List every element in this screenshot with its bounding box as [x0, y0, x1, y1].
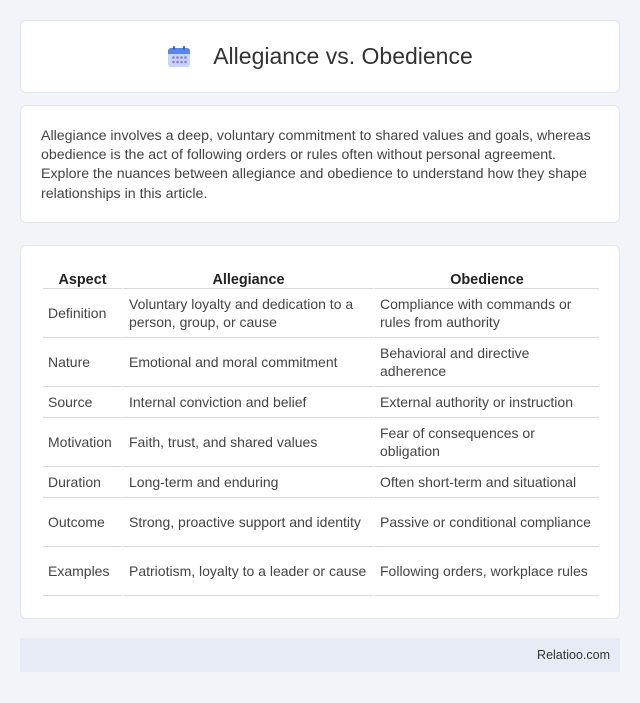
table-row: [43, 418, 599, 467]
comparison-card: [20, 245, 620, 619]
allegiance-cell: Faith, trust, and shared values: [122, 418, 373, 467]
allegiance-cell: Emotional and moral commitment: [122, 338, 373, 387]
column-header-obedience: Obedience: [373, 268, 599, 289]
obedience-cell: Often short-term and situational: [373, 467, 599, 498]
table-header-row: [43, 268, 599, 289]
obedience-cell: Compliance with commands or rules from authority: [373, 289, 599, 338]
title-card: [20, 20, 620, 93]
obedience-cell: Behavioral and directive adherence: [373, 338, 599, 387]
table-row: [43, 289, 599, 338]
obedience-cell: Fear of consequences or obligation: [373, 418, 599, 467]
table-row: [43, 387, 599, 418]
aspect-cell: Motivation: [43, 418, 122, 467]
table-row: [43, 467, 599, 498]
allegiance-cell: Patriotism, loyalty to a leader or cause: [122, 547, 373, 596]
aspect-cell: Source: [43, 387, 122, 418]
footer-brand[interactable]: Relatioo.com: [537, 648, 610, 662]
aspect-cell: Examples: [43, 547, 122, 596]
aspect-cell: Duration: [43, 467, 122, 498]
table-row: [43, 338, 599, 387]
table-row: [43, 547, 599, 596]
obedience-cell: External authority or instruction: [373, 387, 599, 418]
aspect-cell: Outcome: [43, 498, 122, 547]
obedience-cell: Following orders, workplace rules: [373, 547, 599, 596]
allegiance-cell: Strong, proactive support and identity: [122, 498, 373, 547]
comparison-table: [43, 268, 599, 596]
allegiance-cell: Voluntary loyalty and dedication to a person, group, or cause: [122, 289, 373, 338]
intro-card: [20, 105, 620, 223]
allegiance-cell: Long-term and enduring: [122, 467, 373, 498]
page-title: Allegiance vs. Obedience: [213, 43, 473, 69]
intro-paragraph: Allegiance involves a deep, voluntary commitment to shared values and goals, whereas obedience is the act of following orders or rules often without personal agreement. Explore the nuances between allegiance and obedience to understand how they shape relationships in this article.: [41, 128, 591, 202]
footer: [20, 638, 620, 672]
table-row: [43, 498, 599, 547]
allegiance-cell: Internal conviction and belief: [122, 387, 373, 418]
obedience-cell: Passive or conditional compliance: [373, 498, 599, 547]
column-header-aspect: Aspect: [43, 268, 122, 289]
column-header-allegiance: Allegiance: [122, 268, 373, 289]
aspect-cell: Nature: [43, 338, 122, 387]
calendar-icon: [167, 45, 191, 69]
aspect-cell: Definition: [43, 289, 122, 338]
